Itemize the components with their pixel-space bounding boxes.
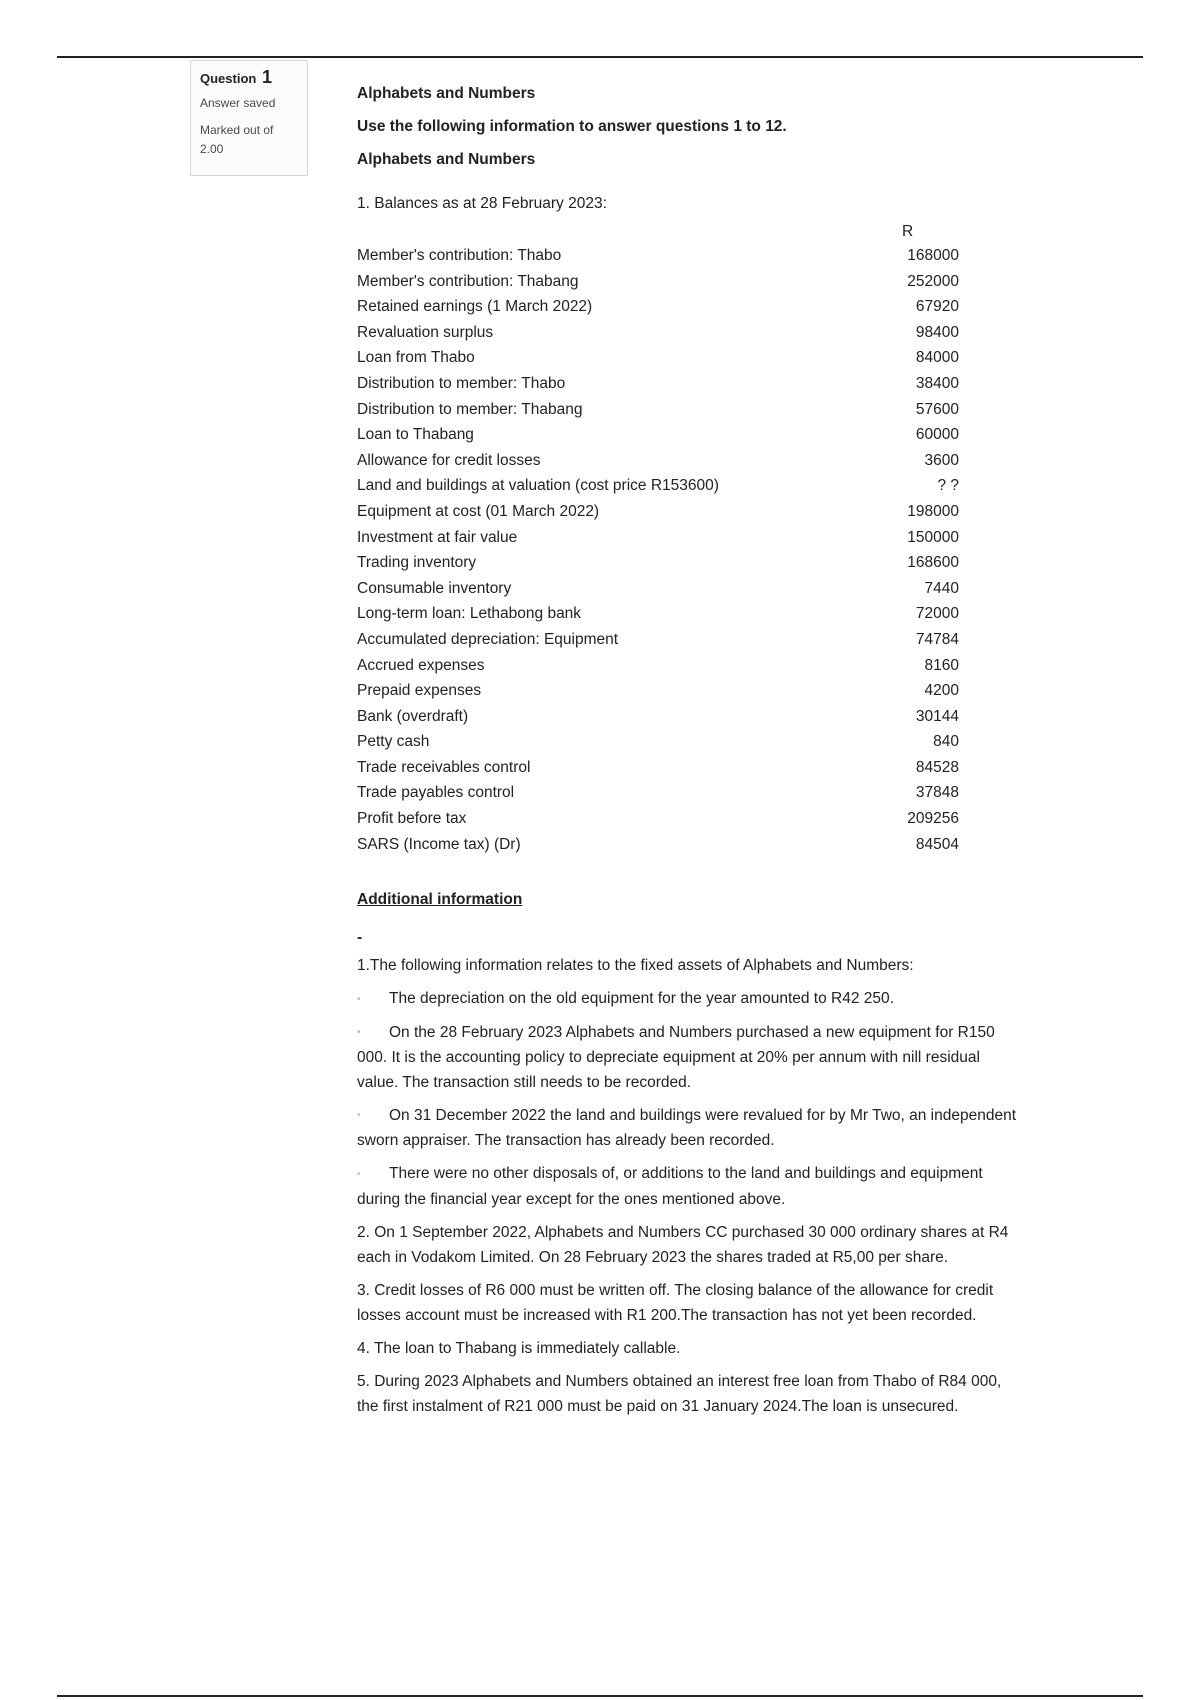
dash-marker: - (357, 929, 363, 947)
question-content (357, 80, 1017, 1427)
balance-amount: 198000 (907, 502, 959, 520)
bullet-dot-icon: • (357, 993, 361, 1005)
balance-amount: 38400 (915, 374, 959, 392)
balance-label: Bank (overdraft) (357, 707, 469, 725)
balance-row (357, 371, 959, 397)
question-number (200, 67, 298, 88)
balance-row (357, 806, 959, 832)
bullet-text: The depreciation on the old equipment for the year amounted to R42 250. (389, 990, 894, 1008)
balance-label: Allowance for credit losses (357, 451, 541, 469)
fixed-asset-bullets (357, 986, 1017, 1212)
balance-row (357, 576, 959, 602)
balance-label: Trade payables control (357, 784, 515, 802)
bullet-item (357, 1020, 1022, 1095)
info-point: 4. The loan to Thabang is immediately callable. (357, 1339, 681, 1357)
currency-header: R (902, 223, 914, 240)
balance-label: Investment at fair value (357, 528, 518, 546)
balance-amount: 8160 (924, 656, 959, 674)
bottom-divider (57, 1695, 1143, 1697)
balance-label: Trade receivables control (357, 758, 531, 776)
balance-row (357, 755, 959, 781)
question-instruction: Use the following information to answer questions 1 to 12. (357, 118, 787, 135)
balance-row (357, 397, 959, 423)
balance-amount: 3600 (924, 451, 959, 469)
balance-row (357, 320, 959, 346)
bullet-item (357, 1161, 1022, 1211)
bullet-dot-icon: • (357, 1027, 361, 1039)
balance-amount: 30144 (915, 707, 959, 725)
balance-label: Loan to Thabang (357, 426, 474, 444)
balance-amount: 840 (933, 733, 959, 751)
balance-amount: 84528 (915, 758, 959, 776)
balance-label: Loan from Thabo (357, 349, 475, 367)
balance-label: Accrued expenses (357, 656, 485, 674)
balance-row (357, 525, 959, 551)
balance-row (357, 729, 959, 755)
bullet-text: On 31 December 2022 the land and buildings were revalued for by Mr Two, an independent sworn appraiser. The transaction has already been recorded. (357, 1107, 1017, 1150)
question-info-panel (190, 60, 308, 176)
balance-label: Accumulated depreciation: Equipment (357, 630, 619, 648)
balance-label: Profit before tax (357, 810, 467, 828)
info-point: 3. Credit losses of R6 000 must be written off. The closing balance of the allowance for credit losses account must be increased with R1 200.The transaction has not yet been recorded. (357, 1281, 994, 1324)
balance-label: Member's contribution: Thabang (357, 272, 579, 290)
question-grade: Marked out of 2.00 (200, 123, 274, 156)
balance-row (357, 627, 959, 653)
balance-amount: 67920 (915, 298, 959, 316)
balance-label: Land and buildings at valuation (cost price R153600) (357, 477, 719, 495)
balance-label: SARS (Income tax) (Dr) (357, 835, 521, 853)
balance-row (357, 704, 959, 730)
balance-amount: 168600 (907, 554, 959, 572)
balance-row (357, 422, 959, 448)
balances-heading: 1. Balances as at 28 February 2023: (357, 195, 607, 212)
top-divider (57, 56, 1143, 58)
bullet-text: There were no other disposals of, or additions to the land and buildings and equipment during the financial year except for the ones mentioned above. (357, 1165, 983, 1208)
balance-label: Distribution to member: Thabo (357, 374, 566, 392)
balance-label: Equipment at cost (01 March 2022) (357, 502, 600, 520)
balance-row (357, 243, 959, 269)
balance-row (357, 448, 959, 474)
balance-amount: 150000 (907, 528, 959, 546)
balance-row (357, 499, 959, 525)
balance-row (357, 473, 959, 499)
balance-label: Long-term loan: Lethabong bank (357, 605, 582, 623)
balance-amount: 84504 (915, 835, 959, 853)
balance-row (357, 269, 959, 295)
balance-amount: 252000 (907, 272, 959, 290)
balance-row (357, 653, 959, 679)
question-subtitle: Alphabets and Numbers (357, 151, 536, 168)
balance-amount: 74784 (915, 630, 959, 648)
balance-amount: 84000 (915, 349, 959, 367)
balance-label: Prepaid expenses (357, 682, 482, 700)
balance-amount: 60000 (915, 426, 959, 444)
balance-row (357, 780, 959, 806)
balance-label: Retained earnings (1 March 2022) (357, 298, 593, 316)
balance-label: Distribution to member: Thabang (357, 400, 583, 418)
balance-label: Revaluation surplus (357, 323, 494, 341)
bullet-item (357, 1103, 1022, 1153)
balance-row (357, 601, 959, 627)
balance-amount: 37848 (915, 784, 959, 802)
bullet-dot-icon: • (357, 1110, 361, 1122)
question-label: Question (200, 71, 257, 86)
balance-label: Consumable inventory (357, 579, 512, 597)
balance-amount: 4200 (924, 682, 959, 700)
balance-row (357, 294, 959, 320)
balance-amount: 72000 (915, 605, 959, 623)
balance-label: Trading inventory (357, 554, 477, 572)
balance-label: Petty cash (357, 733, 430, 751)
additional-info-heading: Additional information (357, 891, 523, 909)
question-state: Answer saved (200, 96, 276, 110)
balance-amount: 209256 (907, 810, 959, 828)
additional-points (357, 1220, 1017, 1419)
info-point: 5. During 2023 Alphabets and Numbers obtained an interest free loan from Thabo of R84 000, the first instalment of R21 000 must be paid on 31 January 2024.The loan is unsecured. (357, 1372, 1002, 1415)
balance-row (357, 550, 959, 576)
balances-table (357, 243, 959, 857)
balance-row (357, 345, 959, 371)
currency-column-header (357, 221, 1017, 243)
question-number-value: 1 (261, 67, 272, 87)
bullet-text: On the 28 February 2023 Alphabets and Numbers purchased a new equipment for R150 000. It is the accounting policy to depreciate equipment at 20% per annum with nill residual value. The transaction still needs to be recorded. (357, 1023, 995, 1092)
balance-amount: 168000 (907, 247, 959, 264)
balance-amount: 57600 (915, 400, 959, 418)
info-point: 2. On 1 September 2022, Alphabets and Numbers CC purchased 30 000 ordinary shares at R4 each in Vodakom Limited. On 28 February 2023 the shares traded at R5,00 per share. (357, 1223, 1009, 1266)
balance-row (357, 678, 959, 704)
balance-amount: 7440 (924, 579, 959, 597)
question-title: Alphabets and Numbers (357, 85, 536, 102)
balance-amount: 98400 (915, 323, 959, 341)
info-intro: 1.The following information relates to the fixed assets of Alphabets and Numbers: (357, 957, 914, 975)
balance-label: Member's contribution: Thabo (357, 247, 562, 264)
balance-amount: ? ? (937, 477, 959, 495)
bullet-item (357, 986, 1022, 1011)
bullet-dot-icon: • (357, 1168, 361, 1180)
balance-row (357, 832, 959, 858)
